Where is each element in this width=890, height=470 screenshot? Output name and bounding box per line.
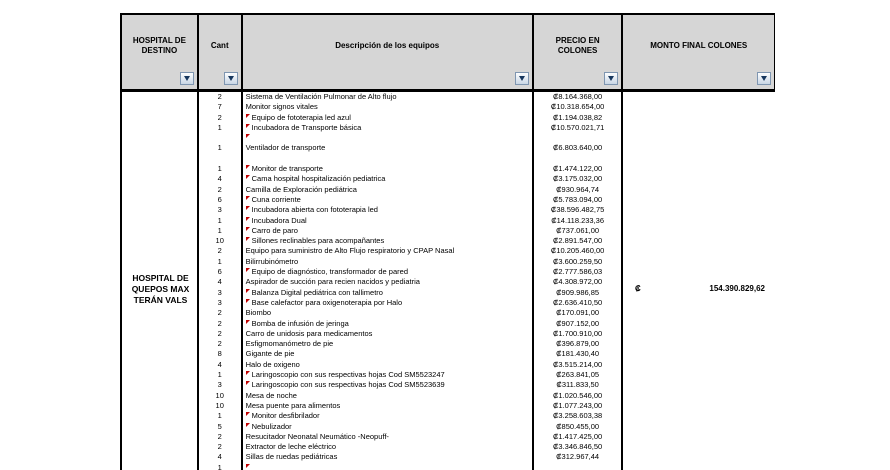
precio-cell[interactable]: ₡8.164.368,00: [534, 92, 624, 102]
cant-cell[interactable]: 1: [199, 463, 243, 470]
header-monto-final[interactable]: [623, 15, 775, 89]
precio-cell[interactable]: ₡396.879,00: [534, 339, 624, 349]
descripcion-cell[interactable]: [243, 463, 534, 470]
precio-cell[interactable]: ₡6.803.640,00: [534, 143, 624, 153]
monto-col-cell[interactable]: [623, 380, 775, 390]
descripcion-cell[interactable]: Incubadora abierta con fototerapia led: [243, 205, 534, 215]
header-hospital-destino-label: HOSPITAL DE DESTINO: [132, 36, 186, 55]
hospital-col-cell[interactable]: [122, 236, 199, 246]
table-rows-container: [122, 92, 775, 470]
comment-flag-icon: [246, 206, 250, 210]
chevron-down-icon: [228, 76, 234, 81]
comment-flag-icon: [246, 175, 250, 179]
filter-dropdown-button-hospital[interactable]: [180, 72, 194, 85]
table-row: [122, 442, 775, 452]
precio-cell[interactable]: ₡3.515.214,00: [534, 360, 624, 370]
monto-col-cell[interactable]: [623, 422, 775, 432]
precio-cell[interactable]: ₡1.020.546,00: [534, 391, 624, 401]
precio-cell[interactable]: ₡5.783.094,00: [534, 195, 624, 205]
monto-col-cell[interactable]: [623, 339, 775, 349]
monto-col-cell[interactable]: [623, 154, 775, 164]
descripcion-cell[interactable]: Laringoscopio con sus respectivas hojas Cod SM5523639: [243, 380, 534, 390]
monto-col-cell[interactable]: [623, 205, 775, 215]
precio-cell[interactable]: ₡312.967,44: [534, 452, 624, 462]
hospital-col-cell[interactable]: [122, 164, 199, 174]
hospital-col-cell[interactable]: [122, 391, 199, 401]
cant-cell[interactable]: 1: [199, 143, 243, 153]
table-row: [122, 143, 775, 153]
monto-col-cell[interactable]: [623, 463, 775, 470]
monto-col-cell[interactable]: [623, 164, 775, 174]
table-row: [122, 422, 775, 432]
descripcion-cell[interactable]: Balanza Digital pediátrica con tallimetro: [243, 288, 534, 298]
comment-flag-icon: [246, 320, 250, 324]
monto-col-cell[interactable]: [623, 92, 775, 102]
cant-cell[interactable]: 4: [199, 277, 243, 287]
precio-cell[interactable]: ₡1.474.122,00: [534, 164, 624, 174]
cant-cell[interactable]: 1: [199, 216, 243, 226]
precio-cell[interactable]: ₡170.091,00: [534, 308, 624, 318]
hospital-col-cell[interactable]: [122, 154, 199, 164]
table-row: [122, 257, 775, 267]
hospital-col-cell[interactable]: [122, 442, 199, 452]
table-row: [122, 298, 775, 308]
precio-cell[interactable]: ₡930.964,74: [534, 185, 624, 195]
descripcion-cell[interactable]: Resucitador Neonatal Neumático -Neopuff-: [243, 432, 534, 442]
descripcion-cell[interactable]: Esfigmomanómetro de pie: [243, 339, 534, 349]
monto-col-cell[interactable]: [623, 236, 775, 246]
descripcion-cell[interactable]: Monitor desfibrilador: [243, 411, 534, 421]
table-row: [122, 370, 775, 380]
precio-cell[interactable]: ₡10.205.460,00: [534, 246, 624, 256]
table-row: [122, 349, 775, 359]
hospital-col-cell[interactable]: [122, 411, 199, 421]
precio-cell[interactable]: ₡907.152,00: [534, 319, 624, 329]
table-row: [122, 329, 775, 339]
descripcion-cell[interactable]: [243, 133, 534, 143]
hospital-col-cell[interactable]: [122, 102, 199, 112]
descripcion-cell[interactable]: Equipo de diagnóstico, transformador de pared: [243, 267, 534, 277]
cant-cell[interactable]: 4: [199, 360, 243, 370]
table-row: [122, 246, 775, 256]
cant-cell[interactable]: 2: [199, 329, 243, 339]
monto-final-cell[interactable]: [627, 282, 775, 294]
table-row: [122, 123, 775, 133]
descripcion-cell[interactable]: Camilla de Exploración pediátrica: [243, 185, 534, 195]
monto-col-cell[interactable]: [623, 143, 775, 153]
precio-cell[interactable]: ₡909.986,85: [534, 288, 624, 298]
monto-col-cell[interactable]: [623, 308, 775, 318]
descripcion-cell[interactable]: Biombo: [243, 308, 534, 318]
monto-col-cell[interactable]: [623, 401, 775, 411]
table-row: [122, 401, 775, 411]
table-row: [122, 339, 775, 349]
table-row: [122, 452, 775, 462]
descripcion-cell[interactable]: Cuna corriente: [243, 195, 534, 205]
hospital-col-cell[interactable]: [122, 195, 199, 205]
descripcion-cell[interactable]: Laringoscopio con sus respectivas hojas Cod SM5523247: [243, 370, 534, 380]
comment-flag-icon: [246, 165, 250, 169]
precio-cell[interactable]: ₡3.346.846,50: [534, 442, 624, 452]
descripcion-cell[interactable]: Carro de paro: [243, 226, 534, 236]
header-precio-label: PRECIO EN COLONES: [555, 36, 600, 55]
descripcion-cell[interactable]: Sistema de Ventilación Pulmonar de Alto flujo: [243, 92, 534, 102]
cant-cell[interactable]: 1: [199, 370, 243, 380]
descripcion-cell[interactable]: [243, 154, 534, 164]
monto-col-cell[interactable]: [623, 257, 775, 267]
cant-cell[interactable]: 1: [199, 257, 243, 267]
table-row: [122, 195, 775, 205]
monto-col-cell[interactable]: [623, 432, 775, 442]
comment-flag-icon: [246, 412, 250, 416]
hospital-col-cell[interactable]: [122, 360, 199, 370]
descripcion-cell[interactable]: Bilirrubinómetro: [243, 257, 534, 267]
monto-col-cell[interactable]: [623, 349, 775, 359]
comment-flag-icon: [246, 124, 250, 128]
hospital-col-cell[interactable]: [122, 308, 199, 318]
hospital-col-cell[interactable]: [122, 133, 199, 143]
precio-cell[interactable]: ₡1.700.910,00: [534, 329, 624, 339]
comment-flag-icon: [246, 423, 250, 427]
cant-cell[interactable]: 10: [199, 391, 243, 401]
cant-cell[interactable]: 2: [199, 432, 243, 442]
cant-cell[interactable]: 1: [199, 226, 243, 236]
cant-cell[interactable]: 3: [199, 298, 243, 308]
hospital-col-cell[interactable]: [122, 257, 199, 267]
descripcion-cell[interactable]: Sillones reclinables para acompañantes: [243, 236, 534, 246]
cant-cell[interactable]: 2: [199, 246, 243, 256]
monto-col-cell[interactable]: [623, 133, 775, 143]
cant-cell[interactable]: 4: [199, 452, 243, 462]
chevron-down-icon: [608, 76, 614, 81]
table-row: [122, 236, 775, 246]
comment-flag-icon: [246, 464, 250, 468]
table-row: [122, 226, 775, 236]
precio-cell[interactable]: ₡1.077.243,00: [534, 401, 624, 411]
cant-cell[interactable]: 4: [199, 174, 243, 184]
precio-cell[interactable]: ₡4.308.972,00: [534, 277, 624, 287]
precio-cell[interactable]: ₡14.118.233,36: [534, 216, 624, 226]
precio-cell[interactable]: ₡1.194.038,82: [534, 113, 624, 123]
descripcion-cell[interactable]: Nebulizador: [243, 422, 534, 432]
precio-cell[interactable]: ₡311.833,50: [534, 380, 624, 390]
filter-dropdown-button-cant[interactable]: [224, 72, 238, 85]
precio-cell[interactable]: [534, 154, 624, 164]
descripcion-cell[interactable]: Incubadora Dual: [243, 216, 534, 226]
cant-cell[interactable]: 6: [199, 267, 243, 277]
hospital-col-cell[interactable]: [122, 92, 199, 102]
precio-cell[interactable]: ₡3.175.032,00: [534, 174, 624, 184]
descripcion-cell[interactable]: Carro de unidosis para medicamentos: [243, 329, 534, 339]
monto-col-cell[interactable]: [623, 102, 775, 112]
header-precio[interactable]: [534, 15, 624, 89]
hospital-col-cell[interactable]: [122, 463, 199, 470]
cant-cell[interactable]: 2: [199, 113, 243, 123]
descripcion-cell[interactable]: Monitor signos vitales: [243, 102, 534, 112]
hospital-col-cell[interactable]: [122, 319, 199, 329]
cant-cell[interactable]: 1: [199, 123, 243, 133]
table-row: [122, 380, 775, 390]
precio-cell[interactable]: ₡737.061,00: [534, 226, 624, 236]
descripcion-cell[interactable]: Monitor de transporte: [243, 164, 534, 174]
cant-cell[interactable]: 3: [199, 205, 243, 215]
descripcion-cell[interactable]: Bomba de infusión de jeringa: [243, 319, 534, 329]
monto-col-cell[interactable]: [623, 226, 775, 236]
cant-cell[interactable]: 2: [199, 339, 243, 349]
cant-cell[interactable]: 3: [199, 380, 243, 390]
cant-cell[interactable]: 10: [199, 236, 243, 246]
cant-cell[interactable]: 1: [199, 164, 243, 174]
table-row: [122, 102, 775, 112]
hospital-col-cell[interactable]: [122, 246, 199, 256]
table-row: [122, 319, 775, 329]
header-cant-label: Cant: [210, 41, 229, 50]
table-row: [122, 205, 775, 215]
hospital-col-cell[interactable]: [122, 452, 199, 462]
precio-cell[interactable]: ₡3.600.259,50: [534, 257, 624, 267]
descripcion-cell[interactable]: Sillas de ruedas pediátricas: [243, 452, 534, 462]
descripcion-cell[interactable]: Cama hospital hospitalización pediatrica: [243, 174, 534, 184]
comment-flag-icon: [246, 371, 250, 375]
chevron-down-icon: [184, 76, 190, 81]
monto-col-cell[interactable]: [623, 411, 775, 421]
cant-cell[interactable]: 10: [199, 401, 243, 411]
cant-cell[interactable]: 3: [199, 288, 243, 298]
descripcion-cell[interactable]: Ventilador de transporte: [243, 143, 534, 153]
comment-flag-icon: [246, 217, 250, 221]
table-row: [122, 360, 775, 370]
monto-col-cell[interactable]: [623, 174, 775, 184]
cant-cell[interactable]: 2: [199, 185, 243, 195]
comment-flag-icon: [246, 289, 250, 293]
cant-cell[interactable]: 7: [199, 102, 243, 112]
table-row: [122, 411, 775, 421]
table-row: [122, 308, 775, 318]
filter-dropdown-button-descripcion[interactable]: [515, 72, 529, 85]
descripcion-cell[interactable]: Mesa puente para alimentos: [243, 401, 534, 411]
monto-col-cell[interactable]: [623, 185, 775, 195]
table-row: [122, 391, 775, 401]
header-hospital-destino[interactable]: [122, 15, 199, 89]
comment-flag-icon: [246, 227, 250, 231]
comment-flag-icon: [246, 114, 250, 118]
hospital-col-cell[interactable]: [122, 185, 199, 195]
table-row: [122, 216, 775, 226]
hospital-col-cell[interactable]: [122, 422, 199, 432]
table-row: [122, 185, 775, 195]
monto-col-cell[interactable]: [623, 195, 775, 205]
monto-col-cell[interactable]: [623, 113, 775, 123]
monto-col-cell[interactable]: [623, 391, 775, 401]
hospital-col-cell[interactable]: [122, 329, 199, 339]
precio-cell[interactable]: ₡181.430,40: [534, 349, 624, 359]
colon-currency-symbol: ₡: [635, 283, 641, 293]
monto-col-cell[interactable]: [623, 216, 775, 226]
monto-col-cell[interactable]: [623, 319, 775, 329]
table-row: [122, 174, 775, 184]
cant-cell[interactable]: [199, 154, 243, 164]
table-row: [122, 432, 775, 442]
filter-dropdown-button-monto[interactable]: [757, 72, 771, 85]
cant-cell[interactable]: 2: [199, 319, 243, 329]
descripcion-cell[interactable]: Equipo para suministro de Alto Flujo respiratorio y CPAP Nasal: [243, 246, 534, 256]
cant-cell[interactable]: 2: [199, 92, 243, 102]
precio-cell[interactable]: ₡2.891.547,00: [534, 236, 624, 246]
comment-flag-icon: [246, 134, 250, 138]
comment-flag-icon: [246, 196, 250, 200]
monto-col-cell[interactable]: [623, 246, 775, 256]
hospital-col-cell[interactable]: [122, 380, 199, 390]
monto-col-cell[interactable]: [623, 329, 775, 339]
precio-cell[interactable]: [534, 133, 624, 143]
hospital-col-cell[interactable]: [122, 432, 199, 442]
descripcion-cell[interactable]: Extractor de leche eléctrico: [243, 442, 534, 452]
hospital-col-cell[interactable]: [122, 349, 199, 359]
table-row: [122, 113, 775, 123]
descripcion-cell[interactable]: Incubadora de Transporte básica: [243, 123, 534, 133]
descripcion-cell[interactable]: Gigante de pie: [243, 349, 534, 359]
cant-cell[interactable]: [199, 133, 243, 143]
hospital-col-cell[interactable]: [122, 339, 199, 349]
precio-cell[interactable]: ₡10.318.654,00: [534, 102, 624, 112]
monto-col-cell[interactable]: [623, 123, 775, 133]
hospital-destino-cell[interactable]: [122, 273, 199, 306]
header-descripcion[interactable]: [243, 15, 534, 89]
descripcion-cell[interactable]: Equipo de fototerapia led azul: [243, 113, 534, 123]
cant-cell[interactable]: 2: [199, 308, 243, 318]
table-row: [122, 463, 775, 470]
hospital-name: HOSPITAL DE QUEPOS MAX TERÁN VALS: [131, 273, 190, 305]
table-row: [122, 92, 775, 102]
table-row: [122, 267, 775, 277]
monto-col-cell[interactable]: [623, 298, 775, 308]
hospital-col-cell[interactable]: [122, 401, 199, 411]
cant-cell[interactable]: 8: [199, 349, 243, 359]
descripcion-cell[interactable]: Halo de oxigeno: [243, 360, 534, 370]
hospital-col-cell[interactable]: [122, 174, 199, 184]
comment-flag-icon: [246, 237, 250, 241]
monto-col-cell[interactable]: [623, 360, 775, 370]
comment-flag-icon: [246, 381, 250, 385]
precio-cell[interactable]: ₡1.417.425,00: [534, 432, 624, 442]
chevron-down-icon: [761, 76, 767, 81]
precio-cell[interactable]: ₡2.777.586,03: [534, 267, 624, 277]
monto-col-cell[interactable]: [623, 370, 775, 380]
cant-cell[interactable]: 5: [199, 422, 243, 432]
cant-cell[interactable]: 1: [199, 411, 243, 421]
precio-cell[interactable]: ₡263.841,05: [534, 370, 624, 380]
equipment-table: [120, 13, 775, 470]
table-row: [122, 154, 775, 164]
hospital-col-cell[interactable]: [122, 123, 199, 133]
descripcion-cell[interactable]: Mesa de noche: [243, 391, 534, 401]
comment-flag-icon: [246, 299, 250, 303]
descripcion-cell[interactable]: Aspirador de succión para recien nacidos y pediatria: [243, 277, 534, 287]
filter-dropdown-button-precio[interactable]: [604, 72, 618, 85]
descripcion-cell[interactable]: Base calefactor para oxigenoterapia por Halo: [243, 298, 534, 308]
header-monto-final-label: MONTO FINAL COLONES: [650, 41, 748, 50]
table-header-row: [120, 13, 775, 92]
hospital-col-cell[interactable]: [122, 216, 199, 226]
table-row: [122, 133, 775, 143]
precio-cell[interactable]: [534, 463, 624, 470]
table-body: [120, 92, 775, 470]
hospital-col-cell[interactable]: [122, 370, 199, 380]
monto-col-cell[interactable]: [623, 267, 775, 277]
header-cant[interactable]: [199, 15, 243, 89]
monto-col-cell[interactable]: [623, 452, 775, 462]
precio-cell[interactable]: ₡3.258.603,38: [534, 411, 624, 421]
hospital-col-cell[interactable]: [122, 113, 199, 123]
hospital-col-cell[interactable]: [122, 143, 199, 153]
precio-cell[interactable]: ₡850.455,00: [534, 422, 624, 432]
cant-cell[interactable]: 2: [199, 442, 243, 452]
cant-cell[interactable]: 6: [199, 195, 243, 205]
hospital-col-cell[interactable]: [122, 205, 199, 215]
monto-final-value: 154.390.829,62: [709, 283, 765, 293]
header-descripcion-label: Descripción de los equipos: [335, 41, 440, 50]
precio-cell[interactable]: ₡38.596.482,75: [534, 205, 624, 215]
chevron-down-icon: [519, 76, 525, 81]
precio-cell[interactable]: ₡10.570.021,71: [534, 123, 624, 133]
table-row: [122, 164, 775, 174]
comment-flag-icon: [246, 268, 250, 272]
precio-cell[interactable]: ₡2.636.410,50: [534, 298, 624, 308]
hospital-col-cell[interactable]: [122, 226, 199, 236]
monto-col-cell[interactable]: [623, 442, 775, 452]
